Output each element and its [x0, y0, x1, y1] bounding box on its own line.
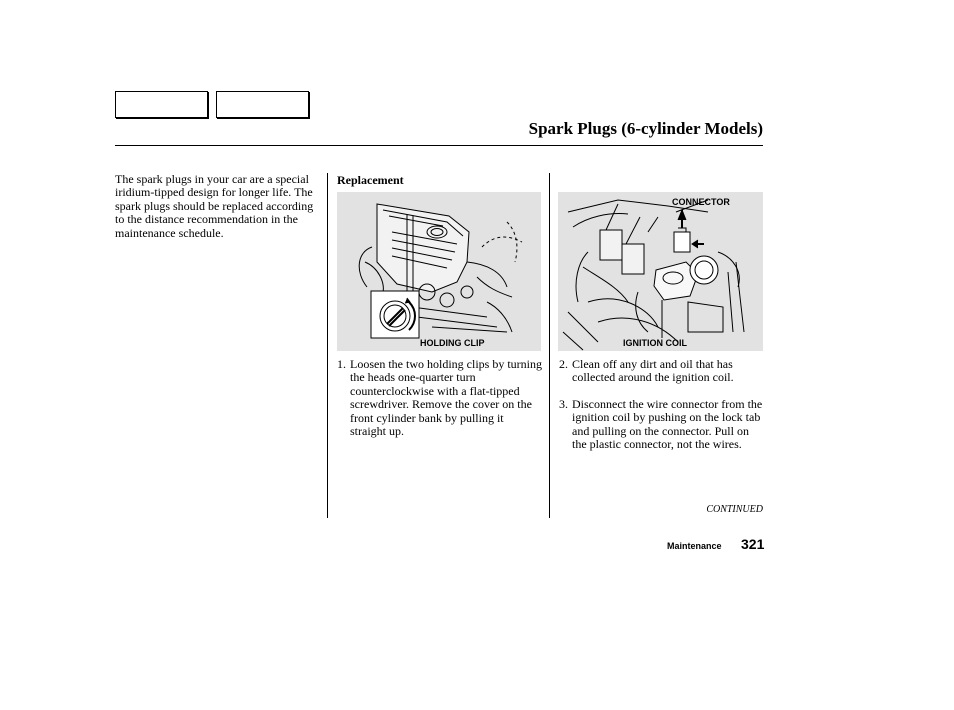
- column-divider-2: [549, 173, 550, 518]
- nav-button-previous[interactable]: [115, 91, 208, 118]
- step-number: 2.: [559, 357, 568, 371]
- ignition-coil-label: IGNITION COIL: [623, 338, 687, 348]
- step-text: Disconnect the wire connector from the ignition coil by pushing on the lock tab and pulling on the connector. Pull on the plastic connector, not the wires.: [572, 397, 763, 452]
- intro-paragraph: The spark plugs in your car are a special iridium-tipped design for longer life. The spark plugs should be replaced according to the distance recommendation in the maintenance schedule.: [115, 172, 314, 240]
- ignition-coil-connector-illustration: [558, 192, 763, 351]
- holding-clip-label: HOLDING CLIP: [420, 338, 485, 348]
- ignition-coil-figure: [558, 192, 763, 351]
- page-title: Spark Plugs (6-cylinder Models): [528, 119, 763, 138]
- engine-cover-figure: [337, 192, 541, 351]
- title-divider: [115, 145, 763, 146]
- replacement-heading: Replacement: [337, 173, 404, 187]
- connector-label: CONNECTOR: [672, 197, 730, 207]
- page-number: 321: [741, 536, 765, 552]
- footer-section-name: Maintenance: [667, 541, 722, 551]
- step-number: 1.: [337, 357, 346, 371]
- step-number: 3.: [559, 397, 568, 411]
- nav-button-next[interactable]: [216, 91, 309, 118]
- engine-cover-holding-clip-illustration: [337, 192, 541, 351]
- step-text: Loosen the two holding clips by turning the heads one-quarter turn counterclockwise with a flat-tipped screwdriver. Remove the cover on the front cylinder bank by pulling it straight up.: [350, 357, 542, 439]
- continued-note: CONTINUED: [706, 504, 763, 515]
- step-text: Clean off any dirt and oil that has collected around the ignition coil.: [572, 357, 734, 385]
- column-divider-1: [327, 173, 328, 518]
